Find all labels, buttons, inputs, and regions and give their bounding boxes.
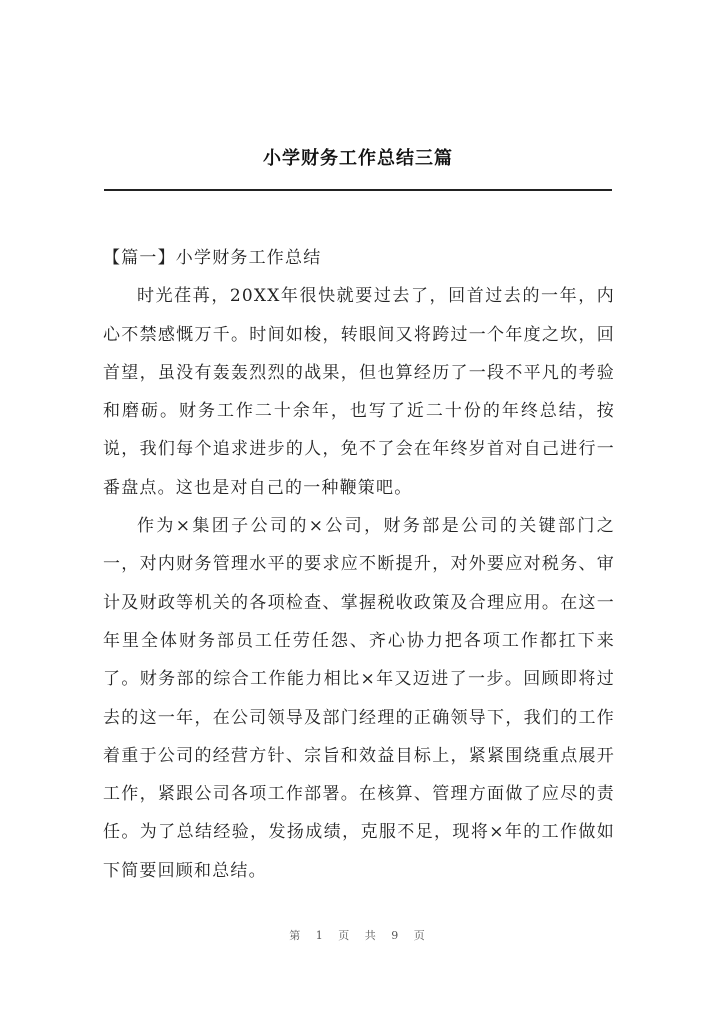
document-body (103, 239, 615, 890)
document-title: 小学财务工作总结三篇 (263, 148, 453, 169)
title-divider (104, 189, 612, 191)
paragraph-2: 作为×集团子公司的×公司，财务部是公司的关键部门之一，对内财务管理水平的要求应不断提升，对外要应对税务、审计及财政等机关的各项检查、掌握税收政策及合理应用。在这一年里全体财务部员工任劳任怨、齐心协力把各项工作都扛下来了。财务部的综合工作能力相比×年又迈进了一步。回顾即将过去的这一年，在公司领导及部门经理的正确领导下，我们的工作着重于公司的经营方针、宗旨和效益目标上，紧紧围绕重点展开工作，紧跟公司各项工作部署。在核算、管理方面做了应尽的责任。为了总结经验，发扬成绩，克服不足，现将×年的工作做如下简要回顾和总结。 (103, 516, 615, 881)
paragraph-1: 时光荏苒，20XX年很快就要过去了，回首过去的一年，内心不禁感慨万千。时间如梭，转眼间又将跨过一个年度之坎，回首望，虽没有轰轰烈烈的战果，但也算经历了一段不平凡的考验和磨砺。财务工作二十余年，也写了近二十份的年终总结，按说，我们每个追求进步的人，免不了会在年终岁首对自己进行一番盘点。这也是对自己的一种鞭策吧。 (103, 286, 615, 498)
section-heading: 【篇一】小学财务工作总结 (103, 248, 322, 268)
page-number-footer: 第 1 页 共 9 页 (289, 929, 431, 942)
